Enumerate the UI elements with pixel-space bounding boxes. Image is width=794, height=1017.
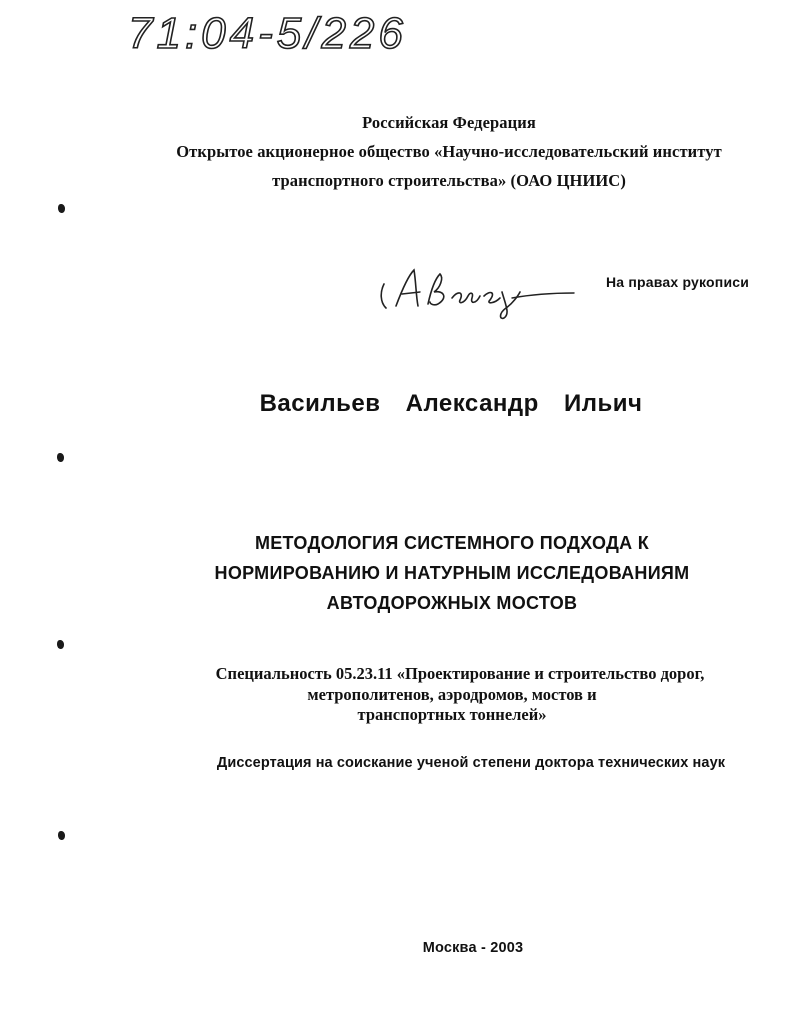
author-name: Васильев Александр Ильич	[259, 390, 643, 417]
punch-hole-mark	[58, 831, 65, 840]
organization-line-1: Открытое акционерное общество «Научно-исследовательский институт	[176, 142, 722, 161]
handwritten-signature	[374, 262, 579, 322]
handwritten-archive-number	[128, 2, 468, 72]
specialty-line-3: транспортных тоннелей»	[357, 705, 547, 724]
title-line-2: НОРМИРОВАНИЮ И НАТУРНЫМ ИССЛЕДОВАНИЯМ	[214, 563, 690, 583]
specialty-line-1: Специальность 05.23.11 «Проектирование и строительство дорог,	[215, 664, 705, 683]
punch-hole-mark	[58, 204, 65, 213]
rights-note: На правах рукописи	[606, 274, 750, 290]
title-line-1: МЕТОДОЛОГИЯ СИСТЕМНОГО ПОДХОДА К	[254, 533, 650, 553]
punch-hole-mark	[57, 453, 64, 462]
punch-hole-mark	[57, 640, 64, 649]
country-name: Российская Федерация	[362, 113, 536, 132]
dissertation-note: Диссертация на соискание ученой степени доктора технических наук	[216, 755, 726, 771]
city-year: Москва - 2003	[422, 940, 524, 956]
title-line-3: АВТОДОРОЖНЫХ МОСТОВ	[326, 593, 578, 613]
specialty-line-2: метрополитенов, аэродромов, мостов и	[307, 685, 597, 704]
organization-line-2: транспортного строительства» (ОАО ЦНИИС)	[272, 171, 626, 190]
archive-number-text: 71:04-5/226	[128, 9, 407, 58]
